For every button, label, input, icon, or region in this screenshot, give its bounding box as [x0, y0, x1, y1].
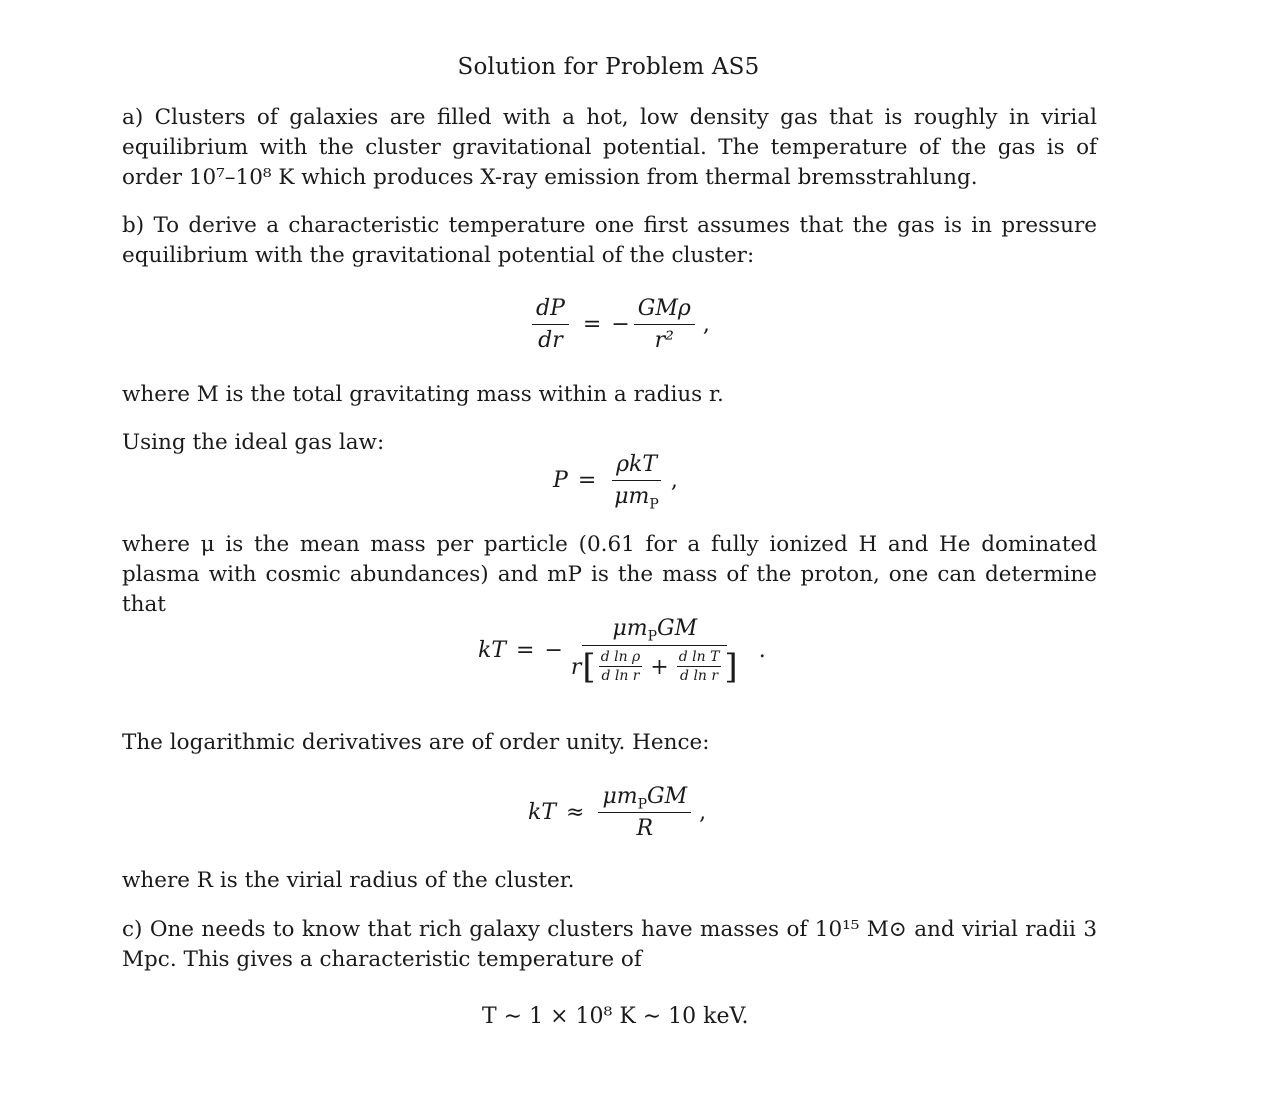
radius-symbol: r [570, 654, 582, 680]
fraction-denominator [567, 646, 743, 685]
equals-sign: = [577, 468, 597, 493]
punctuation: . [758, 638, 766, 663]
fraction-rho-kt [610, 452, 663, 513]
right-bracket: ] [724, 647, 738, 687]
temperature-result: T ∼ 1 × 10⁸ K ∼ 10 keV. [482, 1004, 749, 1029]
fraction-virial [598, 784, 691, 841]
where-m-paragraph: where M is the total gravitating mass within a radius r. [122, 382, 724, 407]
fraction-gm-rho [634, 296, 695, 353]
punctuation: , [699, 800, 707, 825]
equation-temperature-exact [478, 616, 766, 685]
part-c-paragraph: c) One needs to know that rich galaxy clusters have masses of 10¹⁵ M⊙ and virial radii 3 Mpc. This gives a characteristic temperature of [122, 917, 1097, 972]
gm-symbol: GM [647, 784, 688, 809]
fraction-numerator: ρkT [612, 452, 661, 481]
minus-sign: − [611, 312, 630, 337]
fraction-temperature [567, 616, 743, 685]
part-a-paragraph: a) Clusters of galaxies are filled with a hot, low density gas that is roughly in virial equilibrium with the cluster gravitational potential. The temperature of the gas is of order 10⁷–10⁸ K which produces X-ray emission from thermal bremsstrahlung. [122, 105, 1097, 190]
equation-ideal-gas [553, 452, 678, 513]
fraction-dlnt-dlnr [677, 649, 722, 685]
fraction-denominator: dr [538, 328, 563, 353]
fraction-numerator: d ln ρ [600, 649, 641, 665]
ideal-gas-paragraph: Using the ideal gas law: [122, 430, 385, 455]
equals-sign: = [582, 312, 602, 337]
proton-subscript: P [647, 628, 658, 645]
equation-temperature-approx [528, 784, 706, 841]
equation-hydrostatic [528, 296, 710, 353]
mu-mass-symbol: μm [602, 784, 638, 809]
fraction-numerator: dP [532, 296, 569, 325]
fraction-numerator: d ln T [678, 649, 720, 665]
fraction-dlnrho-dlnr [599, 649, 643, 685]
fraction-denominator: d ln r [601, 668, 640, 684]
page-title: Solution for Problem AS5 [457, 54, 760, 80]
where-r-paragraph: where R is the virial radius of the cluster. [122, 868, 575, 893]
fraction-numerator [582, 616, 727, 646]
minus-sign: − [544, 638, 563, 663]
fraction-numerator: GMρ [634, 296, 695, 325]
equals-sign: = [516, 638, 535, 663]
approx-sign: ≈ [566, 800, 585, 825]
log-derivatives-paragraph: The logarithmic derivatives are of order unity. Hence: [122, 730, 710, 755]
punctuation: , [670, 468, 678, 493]
pressure-symbol: P [553, 468, 568, 493]
mu-mass-symbol: μm [612, 616, 648, 641]
equation-characteristic-temperature [482, 1004, 749, 1029]
kt-symbol: kT [478, 638, 507, 663]
left-bracket: [ [582, 647, 596, 687]
fraction-numerator [598, 784, 691, 813]
proton-subscript: P [649, 496, 659, 513]
gm-symbol: GM [657, 616, 698, 641]
fraction-denominator: R [636, 816, 654, 841]
fraction-denominator [610, 481, 663, 513]
kt-symbol: kT [528, 800, 557, 825]
proton-subscript: P [637, 796, 648, 813]
fraction-dp-dr [532, 296, 569, 353]
part-b-paragraph: b) To derive a characteristic temperature one first assumes that the gas is in pressure equilibrium with the gravitational potential of the cluster: [122, 213, 1097, 268]
fraction-denominator: d ln r [680, 668, 719, 684]
plus-sign: + [650, 654, 669, 680]
punctuation: , [702, 312, 710, 337]
where-mu-paragraph: where μ is the mean mass per particle (0.61 for a fully ionized H and He dominated plasma with cosmic abundances) and mP is the mass of the proton, one can determine that [122, 532, 1097, 617]
mu-mass-symbol: μm [614, 484, 650, 509]
fraction-denominator: r² [654, 328, 674, 353]
